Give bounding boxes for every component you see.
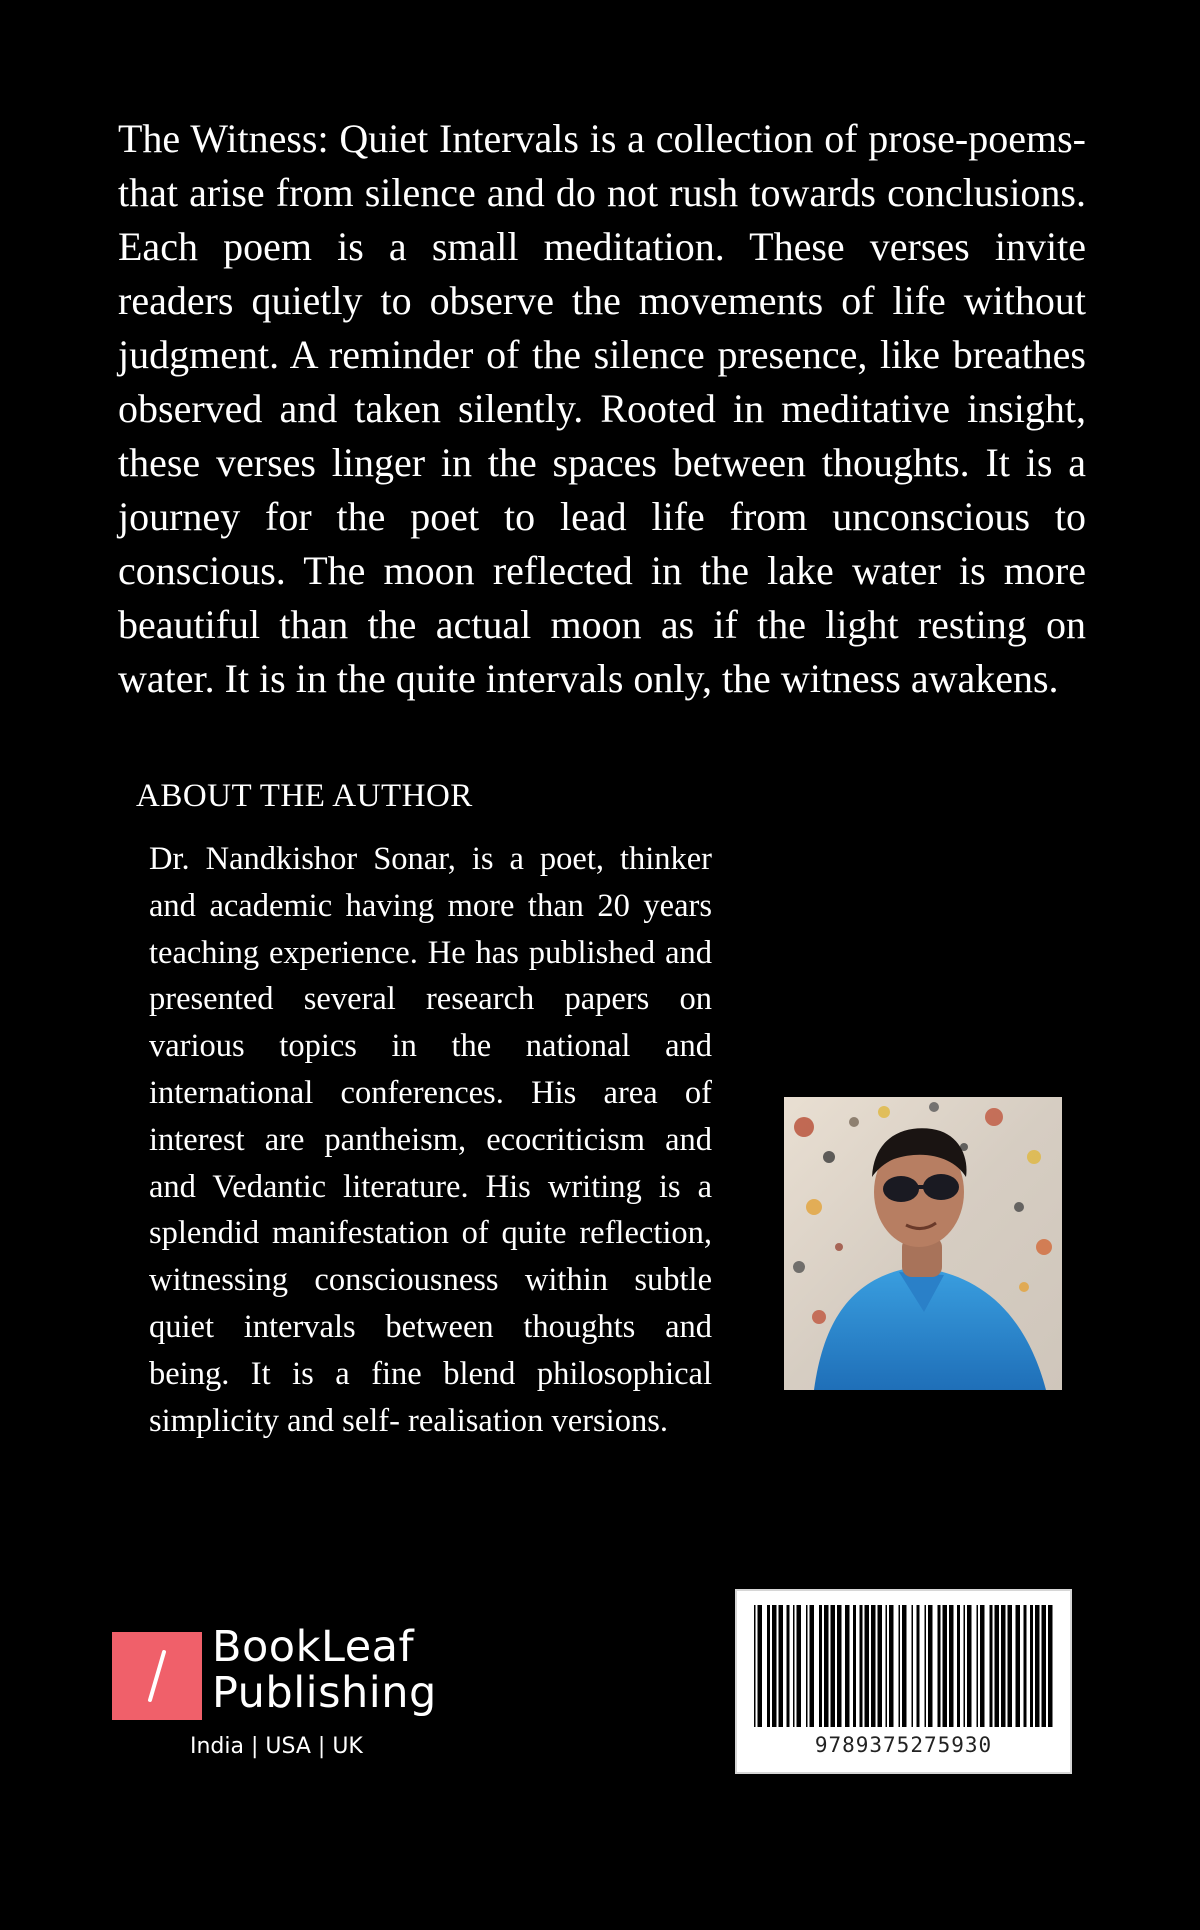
- author-bio: Dr. Nandkishor Sonar, is a poet, thinker and academic having more than 20 years teaching experience. He has published and presented several research papers on various topics in the national and international conferences. His area of interest are pantheism, ecocriticism and and Vedantic literature. His writing is a splendid manifestation of quite reflection, witnessing consciousness within subtle quiet intervals between thoughts and being. It is a fine blend philosophical simplicity and self- realisation versions.: [149, 841, 712, 1439]
- barcode-bar: [865, 1605, 870, 1727]
- barcode-bar: [912, 1605, 914, 1727]
- barcode-bar: [902, 1605, 907, 1727]
- barcode-bar: [1035, 1605, 1040, 1727]
- barcode-bar: [1030, 1605, 1033, 1727]
- barcode-bar: [925, 1605, 927, 1727]
- barcode-bar: [845, 1605, 850, 1727]
- barcode-bar: [957, 1605, 960, 1727]
- author-photo: [784, 1097, 1062, 1390]
- barcode-bar: [819, 1605, 822, 1727]
- barcode-bar: [779, 1605, 784, 1727]
- barcode-bar: [917, 1605, 920, 1727]
- publisher-name-line2: Publishing: [212, 1668, 437, 1718]
- barcode-bar: [837, 1605, 842, 1727]
- slash-icon: [112, 1632, 202, 1720]
- barcode-bar: [990, 1605, 993, 1727]
- barcode-bar: [938, 1605, 941, 1727]
- barcode-bar: [793, 1605, 795, 1727]
- barcode-bar: [964, 1605, 966, 1727]
- barcode-bar: [831, 1605, 836, 1727]
- barcode-bar: [824, 1605, 829, 1727]
- barcode-bar: [767, 1605, 770, 1727]
- barcode-bar: [886, 1605, 888, 1727]
- barcode-bar: [1042, 1605, 1047, 1727]
- barcode-bar: [797, 1605, 802, 1727]
- publisher-name: [212, 1624, 437, 1716]
- barcode-bar: [787, 1605, 790, 1727]
- barcode-bars: [752, 1605, 1057, 1727]
- publisher-logo: [112, 1622, 452, 1770]
- barcode-bar: [995, 1605, 1000, 1727]
- barcode-bar: [949, 1605, 954, 1727]
- barcode-bar: [810, 1605, 815, 1727]
- barcode-bar: [1008, 1605, 1013, 1727]
- isbn-barcode: [735, 1589, 1072, 1774]
- barcode-bar: [772, 1605, 777, 1727]
- barcode-bar: [878, 1605, 883, 1727]
- back-cover-blurb: The Witness: Quiet Intervals is a collection of prose-poems- that arise from silence and do not rush towards conclusions. Each poem is a small meditation. These verses invite readers quietly to observe the movements of life without judgment. A reminder of the silence presence, like breathes observed and taken silently. Rooted in meditative insight, these verses linger in the spaces between thoughts. It is a journey for the poet to lead life from unconscious to conscious. The moon reflected in the lake water is more beautiful than the actual moon as if the light resting on water. It is in the quite intervals only, the witness awakens.: [118, 116, 1086, 701]
- barcode-bar: [754, 1605, 756, 1727]
- barcode-bar: [1016, 1605, 1021, 1727]
- barcode-bar: [889, 1605, 894, 1727]
- about-author-heading: ABOUT THE AUTHOR: [136, 778, 473, 814]
- barcode-bar: [758, 1605, 763, 1727]
- barcode-bar: [860, 1605, 863, 1727]
- barcode-bar: [1024, 1605, 1027, 1727]
- isbn-number: 9789375275930: [814, 1733, 993, 1757]
- barcode-bar: [943, 1605, 948, 1727]
- barcode-bar: [980, 1605, 985, 1727]
- barcode-bar: [1048, 1605, 1053, 1727]
- barcode-bar: [853, 1605, 856, 1727]
- barcode-bar: [899, 1605, 901, 1727]
- barcode-bar: [1001, 1605, 1006, 1727]
- barcode-bar: [871, 1605, 876, 1727]
- barcode-bar: [977, 1605, 979, 1727]
- publisher-regions: India | USA | UK: [190, 1734, 363, 1759]
- publisher-name-line1: BookLeaf: [212, 1622, 415, 1672]
- barcode-bar: [806, 1605, 808, 1727]
- barcode-bar: [928, 1605, 933, 1727]
- publisher-logo-mark: [112, 1632, 202, 1720]
- barcode-bar: [967, 1605, 972, 1727]
